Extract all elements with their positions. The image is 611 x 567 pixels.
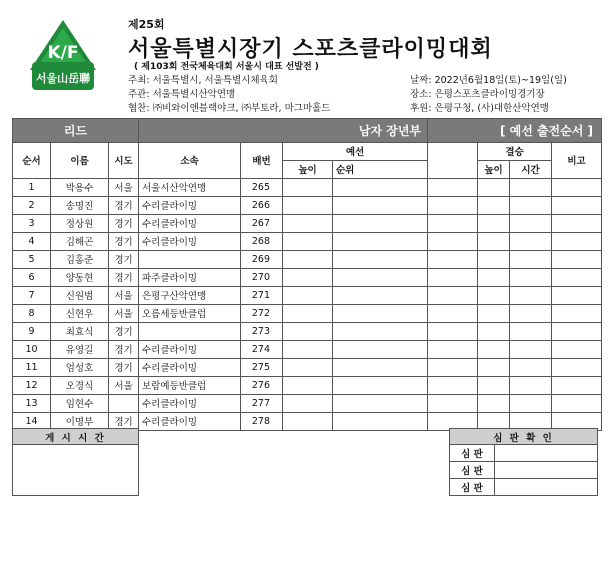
cell-name: 김홍준 [51,250,109,268]
cell-final-time [510,250,552,268]
cell-prelim-height [283,178,333,196]
category-label: 남자 장년부 [139,119,428,143]
col-final: 결승 [478,143,552,161]
cell-club [139,322,241,340]
col-region: 시도 [109,143,139,179]
discipline-label: 리드 [13,119,139,143]
cell-final-height [478,268,510,286]
cell-name: 정상원 [51,214,109,232]
judge-label-3: 심 판 [450,479,495,496]
cell-final-time [510,232,552,250]
cell-note [552,322,602,340]
cell-note [552,268,602,286]
cell-final-height [478,394,510,412]
cell-final-height [478,376,510,394]
cell-final-time [510,376,552,394]
logo-name: 서울山岳聯 [35,72,91,85]
col-name: 이름 [51,143,109,179]
cell-club: 수리클라이밍 [139,232,241,250]
cell-region: 경기 [109,322,139,340]
cell-note [552,376,602,394]
cell-final-time [510,358,552,376]
cell-final-height [478,304,510,322]
column-header-row [13,143,602,161]
cell-prelim-height [283,250,333,268]
col-final-time: 시간 [510,160,552,178]
cell-blank [428,340,478,358]
cell-region: 경기 [109,268,139,286]
cell-final-time [510,340,552,358]
posting-time-box [12,428,139,496]
cell-prelim-rank [333,178,428,196]
cell-bib: 278 [241,412,283,430]
judge-label-1: 심 판 [450,445,495,462]
organizer-info: 주관: 서울특별시산악연맹 [128,89,236,100]
cell-note [552,286,602,304]
athlete-rows [13,178,602,430]
cell-prelim-rank [333,340,428,358]
cell-region: 경기 [109,358,139,376]
cell-bib: 266 [241,196,283,214]
cell-final-height [478,232,510,250]
cell-region: 서울 [109,376,139,394]
cell-club [139,250,241,268]
date-info: 날짜: 2022년6월18일(토)~19일(일) [410,75,567,86]
category-band [13,119,602,143]
cell-prelim-rank [333,250,428,268]
col-prelim-height: 높이 [283,160,333,178]
cell-bib: 277 [241,394,283,412]
cell-bib: 274 [241,340,283,358]
cell-club: 수리클라이밍 [139,214,241,232]
col-blank [428,143,478,161]
cell-name: 송명진 [51,196,109,214]
cell-name: 임현수 [51,394,109,412]
cell-order: 2 [13,196,51,214]
cell-prelim-height [283,304,333,322]
cell-prelim-height [283,286,333,304]
table-row [13,196,602,214]
cell-blank [428,394,478,412]
cell-bib: 270 [241,268,283,286]
cell-bib: 269 [241,250,283,268]
venue-info: 장소: 은평스포츠클라이밍경기장 [410,89,545,100]
cell-blank [428,214,478,232]
judge-confirm-box [449,428,598,496]
cell-prelim-height [283,358,333,376]
cell-prelim-height [283,394,333,412]
page-subtitle: ( 제103회 전국체육대회 서울시 대표 선발전 ) [134,62,319,72]
cell-note [552,304,602,322]
cell-prelim-rank [333,376,428,394]
col-final-height: 높이 [478,160,510,178]
cell-note [552,358,602,376]
table-row [13,376,602,394]
cell-bib: 276 [241,376,283,394]
table-row [13,358,602,376]
support-info: 후원: 은평구청, (사)대한산악연맹 [410,103,549,114]
cell-name: 박용수 [51,178,109,196]
cell-prelim-height [283,214,333,232]
cell-region: 경기 [109,196,139,214]
cell-note [552,394,602,412]
cell-blank [428,196,478,214]
cell-final-time [510,214,552,232]
cell-region: 경기 [109,214,139,232]
cell-order: 9 [13,322,51,340]
cell-prelim-height [283,196,333,214]
cell-final-time [510,394,552,412]
cell-prelim-rank [333,394,428,412]
cell-bib: 275 [241,358,283,376]
cell-name: 신현우 [51,304,109,322]
cell-bib: 271 [241,286,283,304]
cell-order: 10 [13,340,51,358]
cell-bib: 268 [241,232,283,250]
cell-final-time [510,286,552,304]
logo-initials: K/F [47,43,79,63]
page-title: 서울특별시장기 스포츠클라이밍대회 [128,37,493,62]
cell-prelim-rank [333,268,428,286]
cell-club: 오름세등반클럽 [139,304,241,322]
round-label: [ 예선 출전순서 ] [428,119,602,143]
cell-note [552,250,602,268]
cell-bib: 273 [241,322,283,340]
cell-region [109,394,139,412]
cell-blank [428,376,478,394]
cell-club: 보람예등반클럽 [139,376,241,394]
posting-time-value [13,445,139,496]
table-row [13,322,602,340]
cell-note [552,196,602,214]
cell-name: 신원범 [51,286,109,304]
cell-order: 13 [13,394,51,412]
cell-name: 김해곤 [51,232,109,250]
cell-region: 경기 [109,340,139,358]
cell-club: 서울시산악연맹 [139,178,241,196]
cell-final-height [478,196,510,214]
col-order: 순서 [13,143,51,179]
cell-final-time [510,268,552,286]
cell-name: 유영길 [51,340,109,358]
cell-club: 수리클라이밍 [139,412,241,430]
cell-final-height [478,358,510,376]
cell-club: 수리클라이밍 [139,394,241,412]
cell-prelim-height [283,232,333,250]
cell-name: 이명부 [51,412,109,430]
cell-prelim-height [283,376,333,394]
judge-sign-2 [495,462,598,479]
table-row [13,232,602,250]
cell-blank [428,358,478,376]
judge-label-2: 심 판 [450,462,495,479]
col-club: 소속 [139,143,241,179]
cell-blank [428,322,478,340]
judge-sign-1 [495,445,598,462]
table-row [13,214,602,232]
cell-final-time [510,304,552,322]
cell-club: 은평구산악연맹 [139,286,241,304]
cell-order: 12 [13,376,51,394]
cell-name: 최효식 [51,322,109,340]
cell-prelim-rank [333,412,428,430]
cell-name: 양동현 [51,268,109,286]
col-prelim-rank: 순위 [333,160,428,178]
col-blank-2 [428,160,478,178]
cell-name: 엄성호 [51,358,109,376]
cell-order: 7 [13,286,51,304]
cell-region: 서울 [109,178,139,196]
table-row [13,394,602,412]
cell-club: 수리클라이밍 [139,358,241,376]
judge-confirm-label: 심 판 확 인 [450,429,598,445]
sponsor-info: 협찬: ㈜비와이앤블랙야크, ㈜부토라, 마그마홀드 [128,103,331,114]
cell-prelim-rank [333,304,428,322]
cell-prelim-height [283,322,333,340]
table-row [13,286,602,304]
cell-final-time [510,196,552,214]
start-order-table [12,118,602,431]
cell-final-height [478,214,510,232]
host-info: 주최: 서울특별시, 서울특별시체육회 [128,75,278,86]
cell-order: 11 [13,358,51,376]
posting-time-label: 게 시 시 간 [13,429,139,445]
federation-logo [28,18,98,92]
cell-blank [428,304,478,322]
edition-label: 제25회 [128,18,165,31]
cell-order: 14 [13,412,51,430]
table-row [13,268,602,286]
cell-note [552,214,602,232]
cell-blank [428,286,478,304]
col-bib: 배번 [241,143,283,179]
cell-region: 서울 [109,286,139,304]
cell-final-height [478,178,510,196]
cell-note [552,178,602,196]
cell-final-time [510,322,552,340]
cell-region: 서울 [109,304,139,322]
cell-order: 1 [13,178,51,196]
cell-prelim-height [283,268,333,286]
cell-region: 경기 [109,250,139,268]
cell-club: 파주클라이밍 [139,268,241,286]
cell-name: 오경식 [51,376,109,394]
table-row [13,304,602,322]
cell-blank [428,268,478,286]
cell-order: 4 [13,232,51,250]
cell-blank [428,250,478,268]
cell-final-time [510,178,552,196]
cell-prelim-rank [333,214,428,232]
cell-final-height [478,322,510,340]
table-row [13,340,602,358]
cell-blank [428,178,478,196]
cell-prelim-rank [333,232,428,250]
cell-club: 수리클라이밍 [139,196,241,214]
cell-order: 3 [13,214,51,232]
judge-sign-3 [495,479,598,496]
cell-bib: 265 [241,178,283,196]
col-note: 비고 [552,143,602,179]
cell-region: 경기 [109,412,139,430]
table-row [13,250,602,268]
cell-final-height [478,250,510,268]
cell-note [552,232,602,250]
col-prelim: 예선 [283,143,428,161]
cell-prelim-rank [333,322,428,340]
cell-order: 8 [13,304,51,322]
cell-bib: 267 [241,214,283,232]
cell-order: 5 [13,250,51,268]
cell-bib: 272 [241,304,283,322]
cell-prelim-rank [333,286,428,304]
cell-prelim-rank [333,358,428,376]
cell-prelim-rank [333,196,428,214]
cell-prelim-height [283,412,333,430]
cell-note [552,340,602,358]
cell-region: 경기 [109,232,139,250]
cell-order: 6 [13,268,51,286]
cell-final-height [478,340,510,358]
cell-prelim-height [283,340,333,358]
cell-club: 수리클라이밍 [139,340,241,358]
cell-blank [428,232,478,250]
table-row [13,178,602,196]
cell-final-height [478,286,510,304]
